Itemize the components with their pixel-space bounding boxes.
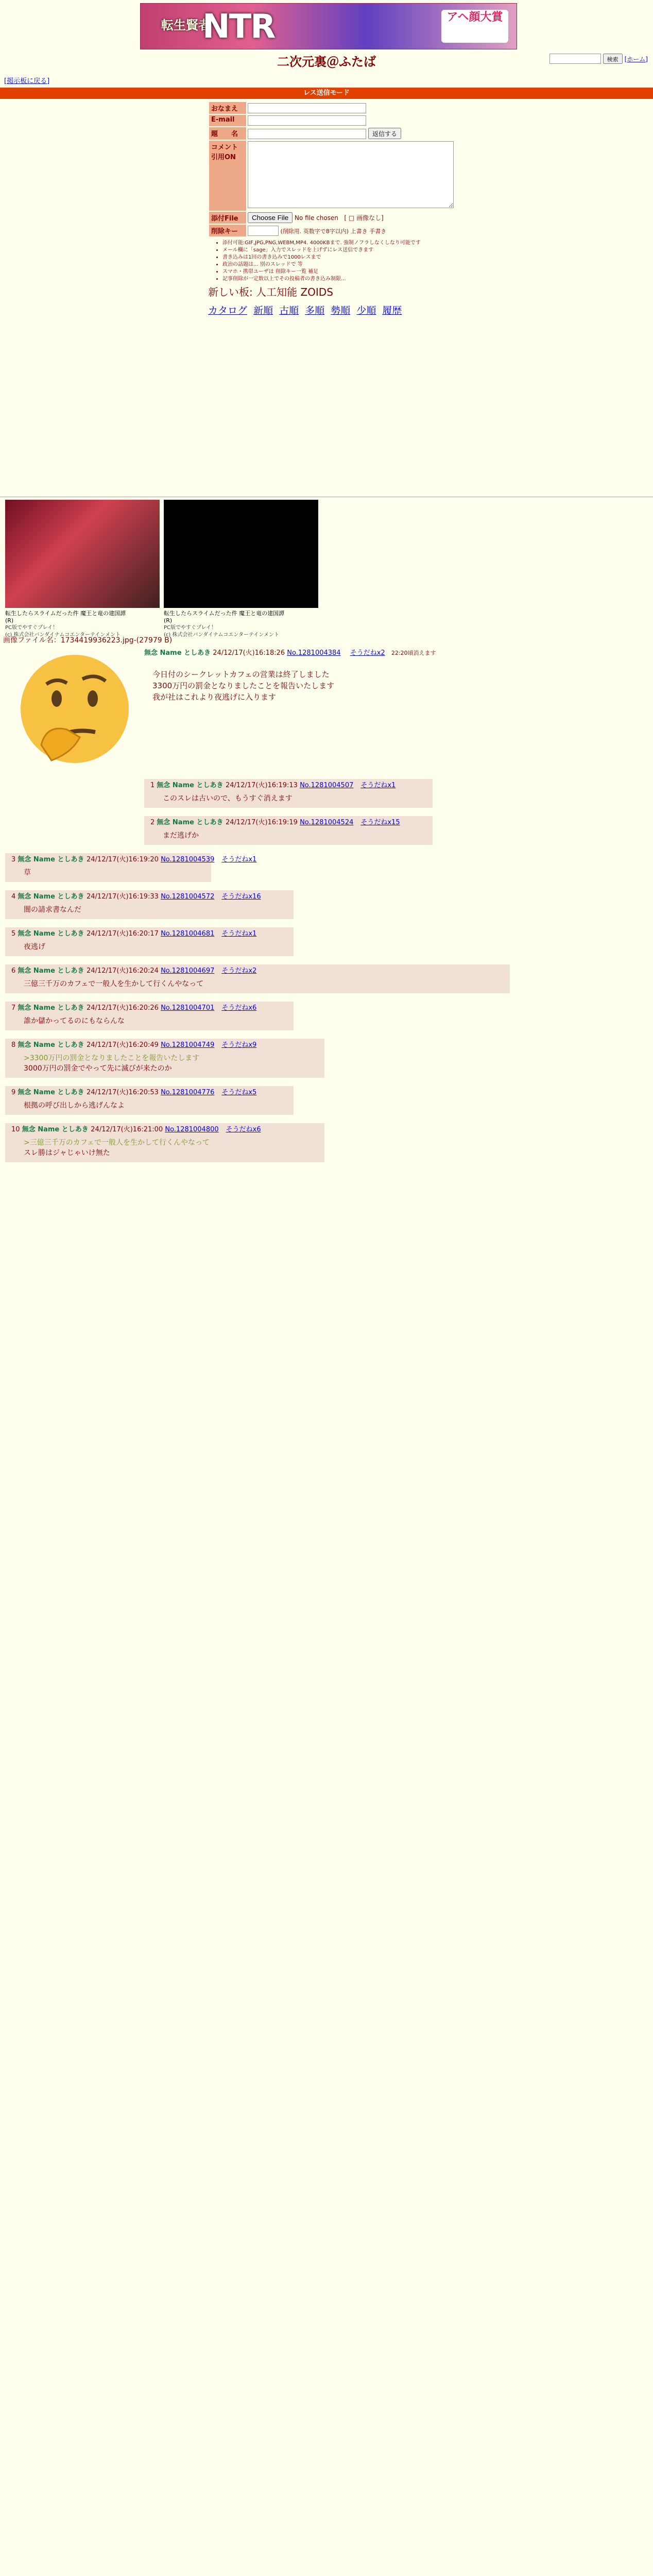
reply-index: 6 [11, 967, 18, 975]
op-line: 我が社はこれより夜逃げに入ります [152, 692, 277, 702]
reply-post [5, 1086, 294, 1115]
search-input[interactable] [549, 54, 601, 64]
reply-header [11, 1088, 288, 1097]
reply-line: まだ逃げか [163, 832, 199, 840]
new-boards-link[interactable]: 新しい板: 人工知能 ZOIDS [208, 286, 333, 298]
reply-name: 無念 Name としあき [18, 1004, 87, 1012]
op-date: 24/12/17(火)16:18:26 [213, 649, 285, 657]
reply-date: 24/12/17(火)16:21:00 [91, 1126, 165, 1133]
submit-button[interactable]: 返信する [368, 128, 401, 139]
reply-date: 24/12/17(火)16:19:19 [226, 819, 300, 826]
nav-history[interactable]: 履歴 [382, 305, 402, 316]
reply-number[interactable]: No.1281004681 [161, 930, 215, 938]
nav-catalog[interactable]: カタログ [208, 305, 248, 316]
reply-sodane[interactable]: そうだねx1 [360, 782, 396, 789]
banner-text-3: アヘ顔大賞 [441, 10, 508, 43]
mode-bar: レス送信モード [0, 88, 653, 99]
file-status: No file chosen [294, 214, 338, 222]
reply-post [144, 816, 433, 845]
reply-date: 24/12/17(火)16:20:17 [87, 930, 161, 938]
reply-date: 24/12/17(火)16:20:24 [87, 967, 161, 975]
reply-number[interactable]: No.1281004507 [300, 782, 354, 789]
reply-body [24, 868, 206, 878]
reply-header [11, 1004, 288, 1013]
reply-index: 9 [11, 1089, 18, 1096]
nav-links [208, 303, 462, 317]
reply-name: 無念 Name としあき [157, 819, 226, 826]
reply-line: 誰か儲かってるのにもならんな [24, 1017, 125, 1025]
reply-quote: >3300万円の罰金となりましたことを報告いたします [24, 1054, 200, 1062]
reply-header [11, 929, 288, 939]
op-expire: 22:20頃消えます [391, 650, 436, 656]
reply-name: 無念 Name としあき [157, 782, 226, 789]
op-number[interactable]: No.1281004384 [287, 649, 341, 657]
top-search [549, 54, 648, 64]
reply-date: 24/12/17(火)16:20:26 [87, 1004, 161, 1012]
reply-sodane[interactable]: そうだねx15 [360, 819, 400, 826]
reply-number[interactable]: No.1281004524 [300, 819, 354, 826]
reply-line: 根拠の呼び出しから逃げんなよ [24, 1101, 125, 1110]
reply-name: 無念 Name としあき [18, 967, 87, 975]
reply-header [11, 855, 257, 865]
rule-item: • 記事削除が一定数以上でその投稿者の書き込み制限... [222, 276, 462, 283]
email-label: E-mail [209, 115, 246, 126]
banner-text-2: NTR [202, 8, 275, 46]
email-field[interactable] [248, 115, 366, 126]
reply-number[interactable]: No.1281004697 [161, 967, 215, 975]
rule-item: • 書き込みは1回の書き込みで1000レスまで [222, 254, 462, 261]
reply-post [5, 1002, 294, 1030]
delkey-label: 削除キー [209, 225, 246, 236]
reply-line: 闇の請求書なんだ [24, 906, 81, 914]
reply-post [5, 927, 294, 956]
reply-name: 無念 Name としあき [18, 856, 87, 863]
image-none-checkbox[interactable]: [ □ 画像なし] [344, 214, 384, 222]
reply-date: 24/12/17(火)16:19:13 [226, 782, 300, 789]
reply-number[interactable]: No.1281004539 [161, 856, 215, 863]
rule-item: • スマホ・携帯ユーザは 削除キー一覧 補足 [222, 268, 462, 276]
ad-sub-left: PC版でやすぐプレイ！ (c) 株式会社バンダイナムコエンターテインメント [5, 625, 121, 638]
op-name: 無念 Name としあき [144, 649, 211, 657]
op-sodane[interactable]: そうだねx2 [350, 649, 385, 657]
ad-title-left[interactable]: 転生したらスライムだった件 魔王と竜の建国譚 (R) [5, 610, 126, 624]
back-link[interactable]: [掲示板に戻る] [4, 77, 50, 85]
reply-name: 無念 Name としあき [18, 1041, 87, 1049]
file-label: 添付File [209, 212, 246, 224]
reply-post [5, 1123, 324, 1162]
reply-index: 8 [11, 1041, 18, 1049]
ad-image-right[interactable] [164, 500, 318, 608]
op-line: 3300万円の罰金となりましたことを報告いたします [152, 681, 335, 690]
reply-number[interactable]: No.1281004749 [161, 1041, 215, 1049]
reply-post [5, 964, 510, 993]
reply-index: 5 [11, 930, 18, 938]
reply-index: 7 [11, 1004, 18, 1012]
reply-post [144, 779, 433, 808]
reply-line: スレ勝はジャじゃいけ無た [24, 1149, 110, 1157]
reply-index: 1 [150, 782, 157, 789]
nav-many[interactable]: 多順 [305, 305, 325, 316]
ad-title-right[interactable]: 転生したらスライムだった件 魔王と竜の建国譚 (R) [164, 610, 285, 624]
op-image[interactable] [10, 647, 139, 776]
nav-few[interactable]: 少順 [356, 305, 376, 316]
nav-new[interactable]: 新順 [253, 305, 273, 316]
reply-header [150, 818, 427, 827]
op-line: 今日付のシークレットカフェの営業は終了しました [152, 670, 330, 679]
reply-body [24, 905, 288, 915]
reply-number[interactable]: No.1281004572 [161, 893, 215, 901]
reply-header [11, 967, 505, 976]
reply-sodane[interactable]: そうだねx6 [221, 1004, 257, 1012]
op-file-line[interactable]: 画像ファイル名：1734419936223.jpg-(27979 B) [3, 636, 173, 645]
rule-item: • 添付可能:GIF,JPG,PNG,WEBM,MP4. 4000KBまで. 強制ノフラしなくしなり可能です [222, 240, 462, 247]
reply-sodane[interactable]: そうだねx5 [221, 1089, 257, 1096]
reply-date: 24/12/17(火)16:19:33 [87, 893, 161, 901]
reply-header [11, 1125, 319, 1134]
top-banner-ad[interactable] [140, 3, 517, 49]
reply-name: 無念 Name としあき [18, 893, 87, 901]
reply-date: 24/12/17(火)16:20:53 [87, 1089, 161, 1096]
nav-momentum[interactable]: 勢順 [331, 305, 351, 316]
ad-sub-right: PC版でやすぐプレイ！ (c) 株式会社バンダイナムコエンターテインメント [164, 625, 279, 638]
thinking-face-emoji-icon [10, 647, 139, 776]
reply-line: 夜逃げ [24, 943, 45, 951]
reply-post [5, 890, 294, 919]
name-field[interactable] [248, 103, 366, 113]
reply-body [163, 793, 427, 804]
reply-sodane[interactable]: そうだねx9 [221, 1041, 257, 1049]
ad-caption-right [164, 610, 318, 639]
rule-item: • メール欄に「sage」入力でスレッドを上げずにレス送信できます [222, 247, 462, 254]
reply-post [5, 1039, 324, 1078]
reply-sodane[interactable]: そうだねx16 [221, 893, 261, 901]
reply-sodane[interactable]: そうだねx2 [221, 967, 257, 975]
post-form [208, 101, 462, 317]
reply-body [24, 1100, 288, 1111]
comment-label: コメント 引用ON [209, 141, 246, 211]
reply-line: 三億三千万のカフェで一般人を生かして行くんやなって [24, 980, 204, 988]
op-header [144, 647, 436, 657]
nav-old[interactable]: 古順 [279, 305, 299, 316]
reply-index: 10 [11, 1126, 22, 1133]
home-link[interactable]: [ホーム] [624, 55, 648, 63]
reply-number[interactable]: No.1281004800 [165, 1126, 219, 1133]
reply-post [5, 853, 257, 882]
delkey-field[interactable] [248, 226, 279, 236]
reply-quote: >三億三千万のカフェで一般人を生かして行くんやなって [24, 1139, 210, 1147]
reply-name: 無念 Name としあき [18, 1089, 87, 1096]
subject-label: 題 名 [209, 127, 246, 140]
reply-line: 草 [24, 869, 31, 877]
reply-index: 3 [11, 856, 18, 863]
reply-date: 24/12/17(火)16:19:20 [87, 856, 161, 863]
reply-header [11, 1041, 319, 1050]
reply-sodane[interactable]: そうだねx1 [221, 930, 257, 938]
rule-item: • 政治の話題は... 別のスレッドで 等 [222, 261, 462, 268]
name-label: おなまえ [209, 102, 246, 114]
reply-sodane[interactable]: そうだねx1 [221, 856, 257, 863]
reply-body [24, 942, 288, 952]
reply-header [150, 781, 427, 790]
reply-header [11, 892, 288, 902]
reply-name: 無念 Name としあき [18, 930, 87, 938]
reply-index: 4 [11, 893, 18, 901]
reply-body [24, 979, 505, 989]
reply-body [24, 1053, 319, 1074]
banner-text-1: 転生賢者 [161, 18, 211, 32]
reply-body [24, 1016, 288, 1026]
delkey-note: (削除用. 英数字で8字以内) 上書き 手書き [280, 228, 387, 234]
reply-number[interactable]: No.1281004701 [161, 1004, 215, 1012]
reply-body [24, 1138, 319, 1158]
reply-line: 3000万円の罰金でやって先に滅びが来たのか [24, 1064, 172, 1073]
reply-body [163, 831, 427, 841]
reply-index: 2 [150, 819, 157, 826]
op-body [152, 669, 334, 703]
reply-name: 無念 Name としあき [22, 1126, 91, 1133]
file-button[interactable]: Choose File [248, 212, 293, 223]
board-title: 二次元裏＠ふたば [277, 55, 376, 69]
subject-field[interactable] [248, 129, 366, 139]
ad-image-left[interactable] [5, 500, 160, 608]
reply-number[interactable]: No.1281004776 [161, 1089, 215, 1096]
reply-line: このスレは古いので、もうすぐ消えます [163, 794, 293, 803]
reply-sodane[interactable]: そうだねx6 [226, 1126, 261, 1133]
search-button[interactable]: 検索 [603, 54, 623, 64]
rules-list [215, 240, 462, 283]
reply-date: 24/12/17(火)16:20:49 [87, 1041, 161, 1049]
comment-field[interactable] [248, 141, 454, 208]
